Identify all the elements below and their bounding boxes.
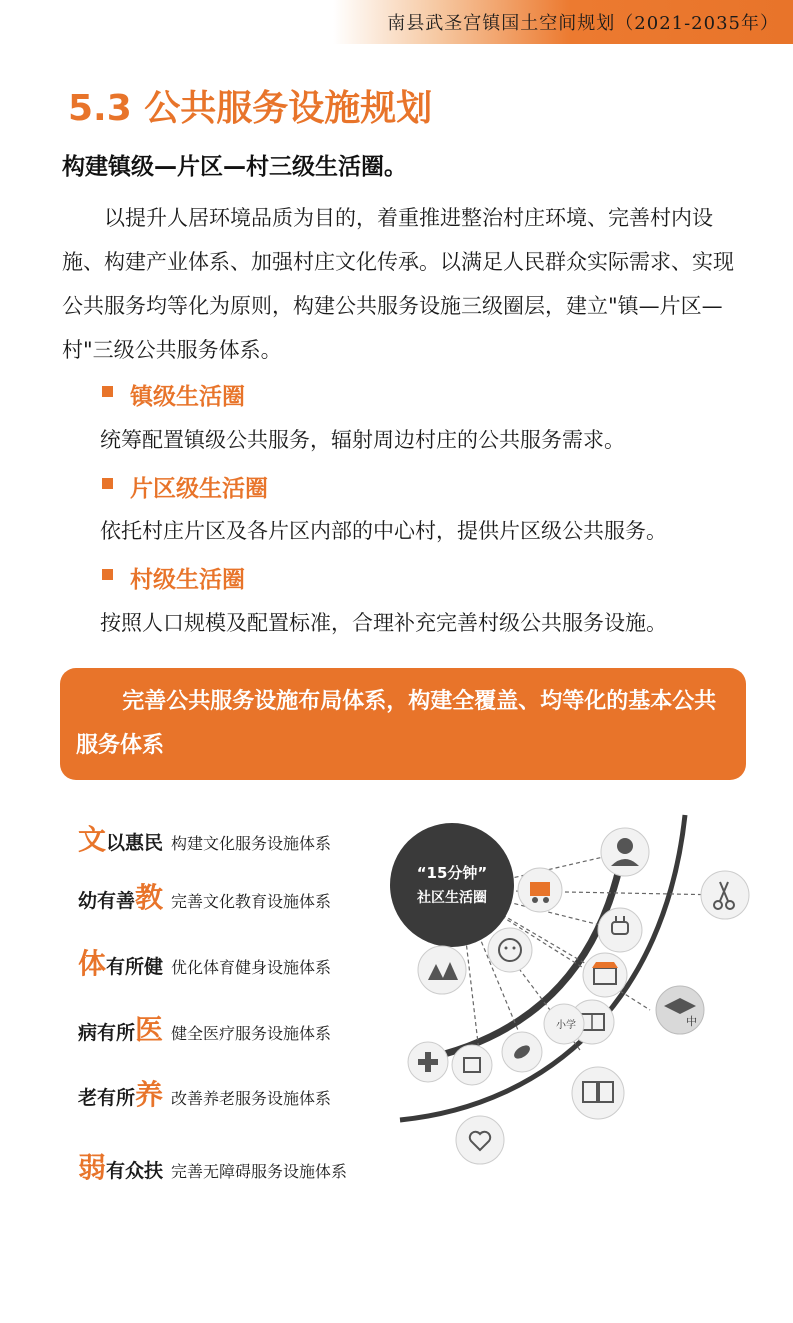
primary-school-icon	[544, 1004, 584, 1044]
leaf-icon	[502, 1032, 542, 1072]
goal-highlight: 教	[135, 881, 164, 914]
middle-school-label: 中	[686, 1015, 697, 1028]
goal-culture	[78, 818, 331, 858]
park-icon	[418, 946, 466, 994]
shop-icon	[583, 953, 627, 997]
baby-icon	[488, 928, 532, 972]
circle-title: 镇级生活圈	[130, 384, 245, 410]
goal-suffix: 有众扶	[106, 1160, 164, 1182]
plug-icon	[598, 908, 642, 952]
intro-paragraph: 以提升人居环境品质为目的，着重推进整治村庄环境、完善村内设施、构建产业体系、加强村庄文化传承。以满足人民群众实际需求、实现公共服务均等化为原则，构建公共服务设施三级圈层，建立"镇—片区—村"三级公共服务体系。	[62, 206, 734, 362]
goal-education	[78, 876, 331, 916]
goal-sports	[78, 942, 331, 982]
goal-suffix: 以惠民	[106, 832, 164, 854]
goal-medical	[78, 1008, 331, 1048]
center-label-2: 社区生活圈	[417, 890, 487, 906]
section-title: 5.3 公共服务设施规划	[68, 88, 433, 129]
goal-accessibility	[78, 1146, 347, 1186]
circle-title: 村级生活圈	[130, 567, 245, 593]
heart-home-icon	[456, 1116, 504, 1164]
goal-prefix: 病有所	[78, 1022, 136, 1044]
goal-highlight: 养	[135, 1078, 164, 1111]
goal-highlight: 弱	[78, 1151, 107, 1184]
circle-desc-town: 统筹配置镇级公共服务，辐射周边村庄的公共服务需求。	[100, 428, 625, 452]
goal-suffix: 有所健	[106, 956, 164, 978]
header-band	[0, 0, 793, 44]
bullet-square-icon	[102, 386, 113, 397]
medical-cross-icon	[408, 1042, 448, 1082]
circle-desc-village: 按照人口规模及配置标准，合理补充完善村级公共服务设施。	[100, 611, 667, 635]
scissors-icon	[701, 871, 749, 919]
section-subtitle: 构建镇级—片区—村三级生活圈。	[62, 154, 407, 180]
center-label-1: “15分钟”	[416, 864, 488, 882]
delivery-icon	[518, 868, 562, 912]
goal-elderly	[78, 1073, 331, 1113]
goal-prefix: 老有所	[78, 1087, 136, 1109]
goal-desc: 完善文化教育设施体系	[171, 892, 332, 911]
life-circle-diagram	[380, 810, 770, 1200]
goal-desc: 改善养老服务设施体系	[171, 1089, 332, 1108]
goal-desc: 构建文化服务设施体系	[171, 834, 332, 853]
circle-desc-district: 依托村庄片区及各片区内部的中心村，提供片区级公共服务。	[100, 519, 667, 543]
pharmacy-icon	[452, 1045, 492, 1085]
goal-desc: 健全医疗服务设施体系	[171, 1024, 332, 1043]
banner-text: 完善公共服务设施布局体系，构建全覆盖、均等化的基本公共服务体系	[76, 689, 717, 758]
book-icon	[572, 1067, 624, 1119]
primary-school-label: 小学	[556, 1020, 576, 1031]
summary-banner	[60, 668, 746, 780]
center-badge	[390, 823, 514, 947]
goal-highlight: 文	[78, 823, 107, 856]
goal-prefix: 幼有善	[78, 890, 136, 912]
goal-highlight: 体	[78, 947, 107, 980]
bullet-square-icon	[102, 478, 113, 489]
goal-desc: 优化体育健身设施体系	[171, 958, 332, 977]
graduation-cap-icon	[656, 986, 704, 1034]
goal-desc: 完善无障碍服务设施体系	[171, 1162, 348, 1181]
bullet-square-icon	[102, 569, 113, 580]
goal-highlight: 医	[135, 1013, 164, 1046]
document-title: 南县武圣宫镇国土空间规划（2021-2035年）	[387, 13, 779, 34]
doctor-icon	[601, 828, 649, 876]
circle-title: 片区级生活圈	[130, 476, 268, 502]
